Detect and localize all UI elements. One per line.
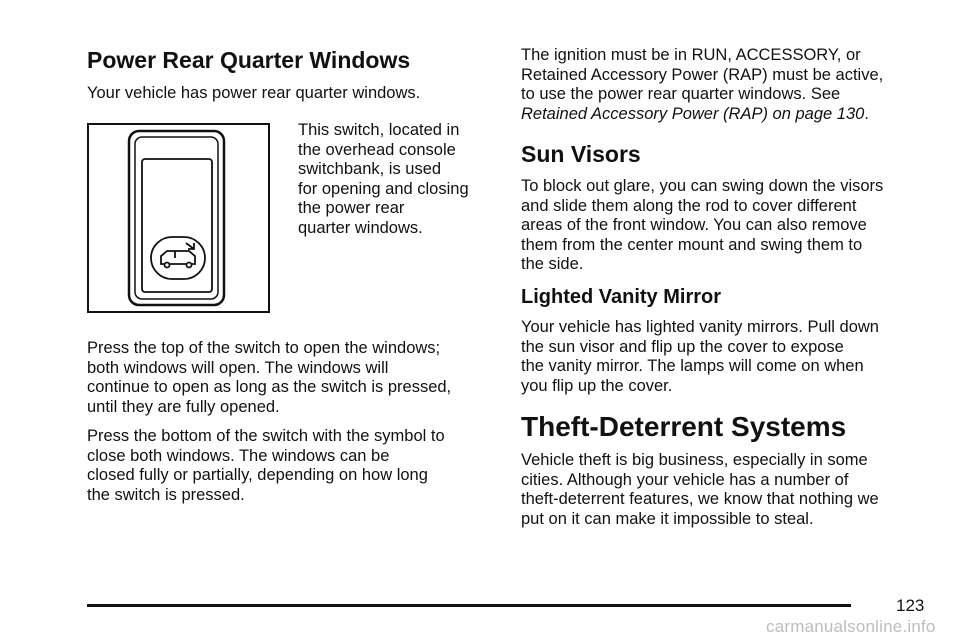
rap-reference-link: Retained Accessory Power (RAP) on page 130 — [521, 104, 865, 123]
watermark: carmanualsonline.info — [766, 617, 936, 636]
intro-paragraph: Your vehicle has power rear quarter windows. — [87, 84, 421, 102]
open-windows-paragraph: Press the top of the switch to open the windows; both windows will open. The windows will continue to open as long as the switch is pressed, until they are fully opened. — [87, 339, 452, 416]
close-windows-paragraph: Press the bottom of the switch with the symbol to close both windows. The windows can be closed fully or partially, depending on how long the switch is pressed. — [87, 427, 445, 504]
footer-rule — [87, 604, 851, 607]
sun-visors-paragraph: To block out glare, you can swing down the visors and slide them along the rod to cover different areas of the front window. You can also remove them from the center mount and swing them to the side. — [521, 177, 884, 273]
section-heading-sun-visors: Sun Visors — [521, 141, 641, 167]
page-number: 123 — [896, 596, 925, 615]
section-heading-theft-deterrent-systems: Theft-Deterrent Systems — [521, 411, 847, 442]
ignition-text: The ignition must be in RUN, ACCESSORY, or Retained Accessory Power (RAP) must be active, to use the power rear quarter windows. See — [521, 46, 884, 103]
vanity-mirror-paragraph: Your vehicle has lighted vanity mirrors. Pull down the sun visor and flip up the cover to expose the vanity mirror. The lamps will come on when you flip up the cover. — [521, 318, 879, 395]
switch-illustration — [87, 123, 270, 313]
theft-deterrent-paragraph: Vehicle theft is big business, especially in some cities. Although your vehicle has a number of theft-deterrent features, we know that nothing we put on it can make it impossible to steal. — [521, 451, 879, 528]
ignition-paragraph — [521, 46, 883, 124]
vehicle-icon — [161, 243, 195, 268]
ignition-ref-end: . — [864, 104, 869, 123]
window-switch-icon — [89, 125, 268, 311]
figure-caption: This switch, located in the overhead console switchbank, is used for opening and closing the power rear quarter windows. — [298, 121, 469, 237]
section-heading-lighted-vanity-mirror: Lighted Vanity Mirror — [521, 286, 722, 308]
section-heading-power-rear-quarter-windows: Power Rear Quarter Windows — [87, 47, 411, 73]
